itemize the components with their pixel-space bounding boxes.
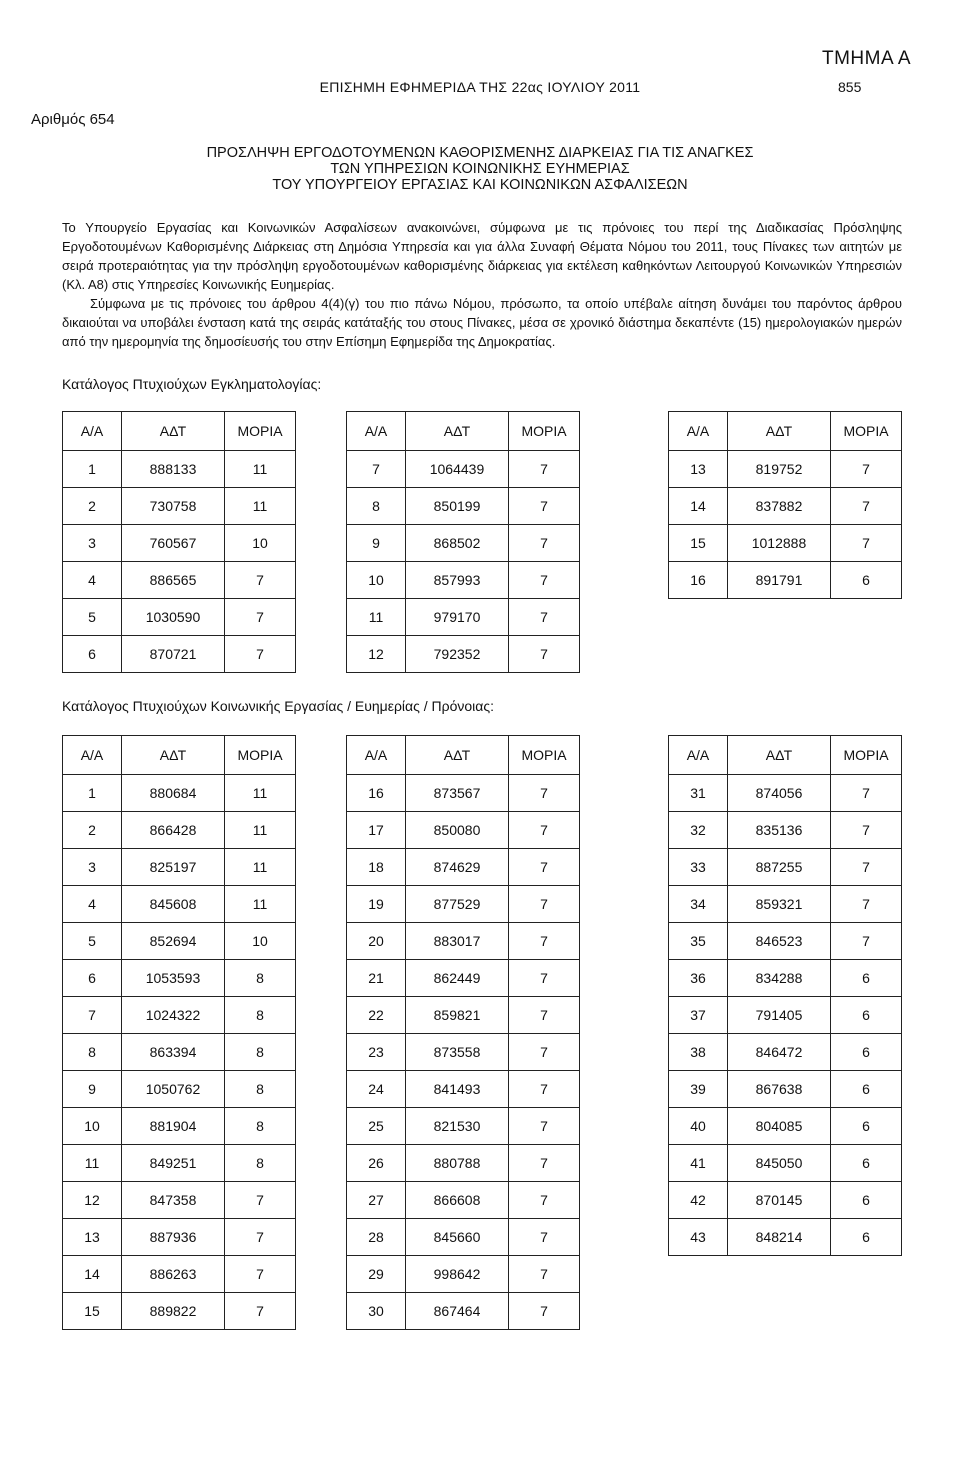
- cell-adt: 819752: [728, 451, 831, 488]
- cell-adt: 859821: [406, 997, 509, 1034]
- cell-aa: 14: [669, 488, 728, 525]
- table-row: [669, 525, 902, 562]
- cell-aa: 41: [669, 1145, 728, 1182]
- cell-aa: 32: [669, 812, 728, 849]
- cell-moria: 7: [509, 525, 580, 562]
- cell-moria: 7: [225, 1256, 296, 1293]
- table-row: [63, 1145, 296, 1182]
- column-header-moria: ΜΟΡΙΑ: [509, 412, 580, 451]
- cell-adt: 834288: [728, 960, 831, 997]
- cell-moria: 8: [225, 960, 296, 997]
- cell-moria: 7: [225, 636, 296, 673]
- section-label: ΤΜΗΜΑ Α: [822, 48, 912, 69]
- cell-moria: 7: [831, 812, 902, 849]
- heading-line-3: ΤΟΥ ΥΠΟΥΡΓΕΙΟΥ ΕΡΓΑΣΙΑΣ ΚΑΙ ΚΟΙΝΩΝΙΚΩΝ ΑΣΦΑΛΙΣΕΩΝ: [272, 177, 688, 193]
- cell-adt: 874056: [728, 775, 831, 812]
- cell-moria: 7: [831, 451, 902, 488]
- cell-moria: 6: [831, 1071, 902, 1108]
- cell-aa: 40: [669, 1108, 728, 1145]
- cell-adt: 873558: [406, 1034, 509, 1071]
- cell-moria: 7: [509, 960, 580, 997]
- table-row: [63, 960, 296, 997]
- table-row: [669, 451, 902, 488]
- cell-adt: 730758: [122, 488, 225, 525]
- table-header-row: [63, 412, 296, 451]
- cell-moria: 7: [509, 599, 580, 636]
- cell-adt: 837882: [728, 488, 831, 525]
- column-header-moria: ΜΟΡΙΑ: [509, 736, 580, 775]
- table-row: [63, 1071, 296, 1108]
- cell-moria: 7: [831, 849, 902, 886]
- cell-moria: 7: [831, 923, 902, 960]
- cell-aa: 28: [347, 1219, 406, 1256]
- cell-moria: 7: [509, 1256, 580, 1293]
- table-row: [347, 451, 580, 488]
- cell-adt: 863394: [122, 1034, 225, 1071]
- table-row: [347, 849, 580, 886]
- cell-adt: 866428: [122, 812, 225, 849]
- column-header-moria: ΜΟΡΙΑ: [831, 412, 902, 451]
- cell-adt: 850080: [406, 812, 509, 849]
- table-row: [347, 960, 580, 997]
- table-row: [63, 923, 296, 960]
- column-header-aa: Α/Α: [669, 412, 728, 451]
- cell-adt: 874629: [406, 849, 509, 886]
- cell-adt: 850199: [406, 488, 509, 525]
- cell-aa: 2: [63, 812, 122, 849]
- table-row: [669, 1219, 902, 1256]
- cell-moria: 7: [509, 849, 580, 886]
- catalog-2-table-1: [62, 735, 296, 1330]
- table-row: [63, 1108, 296, 1145]
- cell-adt: 849251: [122, 1145, 225, 1182]
- cell-aa: 34: [669, 886, 728, 923]
- catalog-1-table-2: [346, 411, 580, 673]
- cell-adt: 845660: [406, 1219, 509, 1256]
- cell-moria: 7: [831, 525, 902, 562]
- cell-adt: 867638: [728, 1071, 831, 1108]
- table-row: [347, 1219, 580, 1256]
- cell-moria: 7: [509, 451, 580, 488]
- cell-moria: 7: [509, 1108, 580, 1145]
- cell-adt: 998642: [406, 1256, 509, 1293]
- catalog-2-table-3: [668, 735, 902, 1256]
- cell-adt: 792352: [406, 636, 509, 673]
- table-row: [347, 1071, 580, 1108]
- cell-adt: 859321: [728, 886, 831, 923]
- table-row: [63, 488, 296, 525]
- cell-moria: 7: [509, 1034, 580, 1071]
- cell-moria: 11: [225, 775, 296, 812]
- cell-adt: 887936: [122, 1219, 225, 1256]
- table-row: [63, 599, 296, 636]
- table-row: [669, 923, 902, 960]
- cell-moria: 7: [509, 886, 580, 923]
- cell-moria: 7: [509, 1219, 580, 1256]
- cell-aa: 25: [347, 1108, 406, 1145]
- cell-aa: 7: [63, 997, 122, 1034]
- column-header-moria: ΜΟΡΙΑ: [225, 736, 296, 775]
- cell-adt: 883017: [406, 923, 509, 960]
- cell-aa: 11: [347, 599, 406, 636]
- table-header-row: [347, 412, 580, 451]
- cell-aa: 30: [347, 1293, 406, 1330]
- cell-adt: 835136: [728, 812, 831, 849]
- table-row: [669, 960, 902, 997]
- table-row: [347, 636, 580, 673]
- cell-moria: 7: [509, 812, 580, 849]
- catalog-2-label: Κατάλογος Πτυχιούχων Κοινωνικής Εργασίας / Ευημερίας / Πρόνοιας:: [62, 698, 495, 714]
- cell-aa: 29: [347, 1256, 406, 1293]
- cell-moria: 6: [831, 960, 902, 997]
- table-row: [669, 775, 902, 812]
- cell-adt: 845050: [728, 1145, 831, 1182]
- cell-moria: 7: [509, 1071, 580, 1108]
- table-row: [347, 1293, 580, 1330]
- cell-aa: 27: [347, 1182, 406, 1219]
- table-row: [669, 1182, 902, 1219]
- cell-adt: 886263: [122, 1256, 225, 1293]
- table-row: [63, 1182, 296, 1219]
- table-row: [669, 1145, 902, 1182]
- cell-adt: 888133: [122, 451, 225, 488]
- cell-aa: 10: [347, 562, 406, 599]
- cell-moria: 10: [225, 525, 296, 562]
- cell-moria: 7: [509, 997, 580, 1034]
- cell-moria: 8: [225, 1071, 296, 1108]
- cell-adt: 825197: [122, 849, 225, 886]
- cell-adt: 1053593: [122, 960, 225, 997]
- notice-heading: [0, 145, 960, 193]
- table-row: [63, 1034, 296, 1071]
- cell-moria: 8: [225, 1108, 296, 1145]
- cell-aa: 9: [63, 1071, 122, 1108]
- cell-adt: 1030590: [122, 599, 225, 636]
- cell-moria: 11: [225, 451, 296, 488]
- table-header-row: [669, 412, 902, 451]
- table-row: [63, 886, 296, 923]
- column-header-adt: ΑΔΤ: [406, 736, 509, 775]
- cell-adt: 852694: [122, 923, 225, 960]
- cell-aa: 4: [63, 886, 122, 923]
- cell-adt: 1050762: [122, 1071, 225, 1108]
- cell-moria: 11: [225, 488, 296, 525]
- cell-adt: 846472: [728, 1034, 831, 1071]
- table-header-row: [669, 736, 902, 775]
- column-header-adt: ΑΔΤ: [122, 736, 225, 775]
- table-row: [63, 1293, 296, 1330]
- cell-moria: 7: [509, 562, 580, 599]
- cell-adt: 887255: [728, 849, 831, 886]
- cell-adt: 821530: [406, 1108, 509, 1145]
- table-row: [347, 599, 580, 636]
- cell-adt: 760567: [122, 525, 225, 562]
- table-row: [669, 1108, 902, 1145]
- cell-aa: 8: [63, 1034, 122, 1071]
- cell-aa: 14: [63, 1256, 122, 1293]
- cell-moria: 7: [831, 488, 902, 525]
- cell-aa: 3: [63, 849, 122, 886]
- table-row: [669, 488, 902, 525]
- table-row: [63, 525, 296, 562]
- cell-aa: 16: [347, 775, 406, 812]
- cell-aa: 12: [347, 636, 406, 673]
- table-row: [63, 849, 296, 886]
- cell-aa: 5: [63, 599, 122, 636]
- cell-moria: 7: [225, 562, 296, 599]
- cell-moria: 6: [831, 997, 902, 1034]
- cell-adt: 845608: [122, 886, 225, 923]
- table-row: [63, 451, 296, 488]
- cell-aa: 31: [669, 775, 728, 812]
- cell-moria: 8: [225, 1145, 296, 1182]
- cell-aa: 37: [669, 997, 728, 1034]
- cell-adt: 877529: [406, 886, 509, 923]
- cell-moria: 7: [509, 775, 580, 812]
- cell-moria: 7: [225, 599, 296, 636]
- table-row: [347, 525, 580, 562]
- column-header-adt: ΑΔΤ: [728, 412, 831, 451]
- cell-aa: 4: [63, 562, 122, 599]
- cell-moria: 7: [509, 1145, 580, 1182]
- cell-aa: 15: [63, 1293, 122, 1330]
- cell-adt: 857993: [406, 562, 509, 599]
- cell-adt: 891791: [728, 562, 831, 599]
- cell-moria: 7: [831, 775, 902, 812]
- cell-aa: 24: [347, 1071, 406, 1108]
- cell-moria: 11: [225, 886, 296, 923]
- table-row: [347, 1034, 580, 1071]
- cell-moria: 7: [509, 1293, 580, 1330]
- table-row: [347, 1182, 580, 1219]
- table-row: [669, 849, 902, 886]
- cell-aa: 42: [669, 1182, 728, 1219]
- cell-moria: 6: [831, 1145, 902, 1182]
- cell-adt: 804085: [728, 1108, 831, 1145]
- catalog-2-table-2: [346, 735, 580, 1330]
- catalog-1-table-1: [62, 411, 296, 673]
- column-header-adt: ΑΔΤ: [406, 412, 509, 451]
- cell-adt: 848214: [728, 1219, 831, 1256]
- table-row: [63, 775, 296, 812]
- cell-adt: 1064439: [406, 451, 509, 488]
- cell-adt: 880684: [122, 775, 225, 812]
- cell-aa: 8: [347, 488, 406, 525]
- heading-line-1: ΠΡΟΣΛΗΨΗ ΕΡΓΟΔΟΤΟΥΜΕΝΩΝ ΚΑΘΟΡΙΣΜΕΝΗΣ ΔΙΑΡΚΕΙΑΣ ΓΙΑ ΤΙΣ ΑΝΑΓΚΕΣ: [206, 145, 754, 161]
- cell-moria: 7: [225, 1219, 296, 1256]
- cell-aa: 13: [669, 451, 728, 488]
- table-row: [63, 562, 296, 599]
- cell-adt: 870145: [728, 1182, 831, 1219]
- column-header-aa: Α/Α: [63, 412, 122, 451]
- catalog-1-table-3: [668, 411, 902, 599]
- cell-adt: 867464: [406, 1293, 509, 1330]
- cell-moria: 8: [225, 997, 296, 1034]
- cell-aa: 1: [63, 775, 122, 812]
- table-row: [347, 562, 580, 599]
- cell-moria: 6: [831, 1034, 902, 1071]
- table-row: [63, 812, 296, 849]
- cell-adt: 881904: [122, 1108, 225, 1145]
- notice-number: Αριθμός 654: [31, 111, 115, 128]
- column-header-aa: Α/Α: [347, 736, 406, 775]
- cell-adt: 868502: [406, 525, 509, 562]
- cell-aa: 20: [347, 923, 406, 960]
- cell-adt: 880788: [406, 1145, 509, 1182]
- table-row: [347, 886, 580, 923]
- column-header-aa: Α/Α: [347, 412, 406, 451]
- cell-aa: 9: [347, 525, 406, 562]
- table-row: [63, 1219, 296, 1256]
- cell-aa: 21: [347, 960, 406, 997]
- cell-aa: 10: [63, 1108, 122, 1145]
- table-row: [347, 923, 580, 960]
- cell-aa: 38: [669, 1034, 728, 1071]
- column-header-moria: ΜΟΡΙΑ: [831, 736, 902, 775]
- cell-moria: 7: [225, 1293, 296, 1330]
- cell-aa: 39: [669, 1071, 728, 1108]
- cell-aa: 7: [347, 451, 406, 488]
- cell-adt: 870721: [122, 636, 225, 673]
- cell-moria: 7: [831, 886, 902, 923]
- body-paragraph-1: Το Υπουργείο Εργασίας και Κοινωνικών Ασφαλίσεων ανακοινώνει, σύμφωνα με τις πρόνοιες του περί της Διαδικασίας Πρόσληψης Εργοδοτουμένων Καθορισμένης Διάρκειας στη Δημόσια Υπηρεσία και για άλλα Συναφή Θέματα Νόμου του 2011, τους Πίνακες των αιτητών με σειρά προτεραιότητας για την πρόσληψη εργοδοτουμένων καθορισμένης διάρκειας για εκτέλεση καθηκόντων Λειτουργού Κοινωνικών Υπηρεσιών (Κλ. Α8) στις Υπηρεσίες Κοινωνικής Ευημερίας.: [62, 220, 902, 292]
- cell-adt: 889822: [122, 1293, 225, 1330]
- table-row: [347, 997, 580, 1034]
- table-row: [63, 997, 296, 1034]
- cell-moria: 7: [509, 923, 580, 960]
- column-header-adt: ΑΔΤ: [122, 412, 225, 451]
- cell-aa: 17: [347, 812, 406, 849]
- cell-aa: 43: [669, 1219, 728, 1256]
- table-row: [669, 562, 902, 599]
- table-row: [347, 1256, 580, 1293]
- cell-aa: 22: [347, 997, 406, 1034]
- cell-aa: 6: [63, 960, 122, 997]
- table-row: [669, 1034, 902, 1071]
- cell-aa: 6: [63, 636, 122, 673]
- table-row: [63, 1256, 296, 1293]
- cell-moria: 7: [509, 488, 580, 525]
- cell-adt: 979170: [406, 599, 509, 636]
- cell-adt: 1024322: [122, 997, 225, 1034]
- page-number: 855: [838, 79, 862, 95]
- cell-adt: 1012888: [728, 525, 831, 562]
- cell-aa: 35: [669, 923, 728, 960]
- cell-adt: 866608: [406, 1182, 509, 1219]
- column-header-adt: ΑΔΤ: [728, 736, 831, 775]
- cell-aa: 23: [347, 1034, 406, 1071]
- table-row: [347, 1108, 580, 1145]
- cell-aa: 11: [63, 1145, 122, 1182]
- column-header-aa: Α/Α: [669, 736, 728, 775]
- cell-aa: 12: [63, 1182, 122, 1219]
- cell-aa: 5: [63, 923, 122, 960]
- cell-adt: 841493: [406, 1071, 509, 1108]
- table-row: [669, 812, 902, 849]
- cell-moria: 6: [831, 562, 902, 599]
- cell-aa: 19: [347, 886, 406, 923]
- cell-moria: 7: [225, 1182, 296, 1219]
- cell-aa: 33: [669, 849, 728, 886]
- notice-body: [62, 218, 902, 351]
- table-header-row: [347, 736, 580, 775]
- cell-adt: 886565: [122, 562, 225, 599]
- cell-adt: 791405: [728, 997, 831, 1034]
- cell-adt: 847358: [122, 1182, 225, 1219]
- cell-moria: 11: [225, 849, 296, 886]
- cell-aa: 16: [669, 562, 728, 599]
- cell-moria: 10: [225, 923, 296, 960]
- cell-adt: 873567: [406, 775, 509, 812]
- cell-aa: 18: [347, 849, 406, 886]
- cell-aa: 1: [63, 451, 122, 488]
- cell-adt: 862449: [406, 960, 509, 997]
- table-row: [669, 1071, 902, 1108]
- cell-moria: 7: [509, 636, 580, 673]
- table-row: [347, 488, 580, 525]
- cell-moria: 6: [831, 1108, 902, 1145]
- gazette-title: ΕΠΙΣΗΜΗ ΕΦΗΜΕΡΙΔΑ ΤΗΣ 22ας ΙΟΥΛΙΟΥ 2011: [319, 79, 641, 95]
- table-row: [669, 997, 902, 1034]
- column-header-moria: ΜΟΡΙΑ: [225, 412, 296, 451]
- cell-moria: 7: [509, 1182, 580, 1219]
- table-row: [347, 812, 580, 849]
- cell-moria: 11: [225, 812, 296, 849]
- column-header-aa: Α/Α: [63, 736, 122, 775]
- cell-aa: 15: [669, 525, 728, 562]
- body-paragraph-2: Σύμφωνα με τις πρόνοιες του άρθρου 4(4)(γ) του πιο πάνω Νόμου, πρόσωπο, τα οποίο υπέβαλε αίτηση δυνάμει του παρόντος άρθρου δικαιούται να υποβάλει ένσταση κατά της σειράς κατάταξής του στους Πίνακες, μέσα σε χρονικό διάστημα δεκαπέντε (15) ημερολογιακών ημερών από την ημερομηνία της δημοσίευσής του στην Επίσημη Εφημερίδα της Δημοκρατίας.: [62, 296, 902, 349]
- table-row: [347, 775, 580, 812]
- cell-aa: 36: [669, 960, 728, 997]
- cell-moria: 6: [831, 1219, 902, 1256]
- cell-aa: 26: [347, 1145, 406, 1182]
- cell-moria: 8: [225, 1034, 296, 1071]
- cell-aa: 13: [63, 1219, 122, 1256]
- catalog-1-label: Κατάλογος Πτυχιούχων Εγκληματολογίας:: [62, 376, 322, 392]
- table-row: [63, 636, 296, 673]
- cell-aa: 2: [63, 488, 122, 525]
- cell-adt: 846523: [728, 923, 831, 960]
- table-row: [669, 886, 902, 923]
- table-row: [347, 1145, 580, 1182]
- heading-line-2: ΤΩΝ ΥΠΗΡΕΣΙΩΝ ΚΟΙΝΩΝΙΚΗΣ ΕΥΗΜΕΡΙΑΣ: [330, 161, 630, 177]
- cell-aa: 3: [63, 525, 122, 562]
- cell-moria: 6: [831, 1182, 902, 1219]
- table-header-row: [63, 736, 296, 775]
